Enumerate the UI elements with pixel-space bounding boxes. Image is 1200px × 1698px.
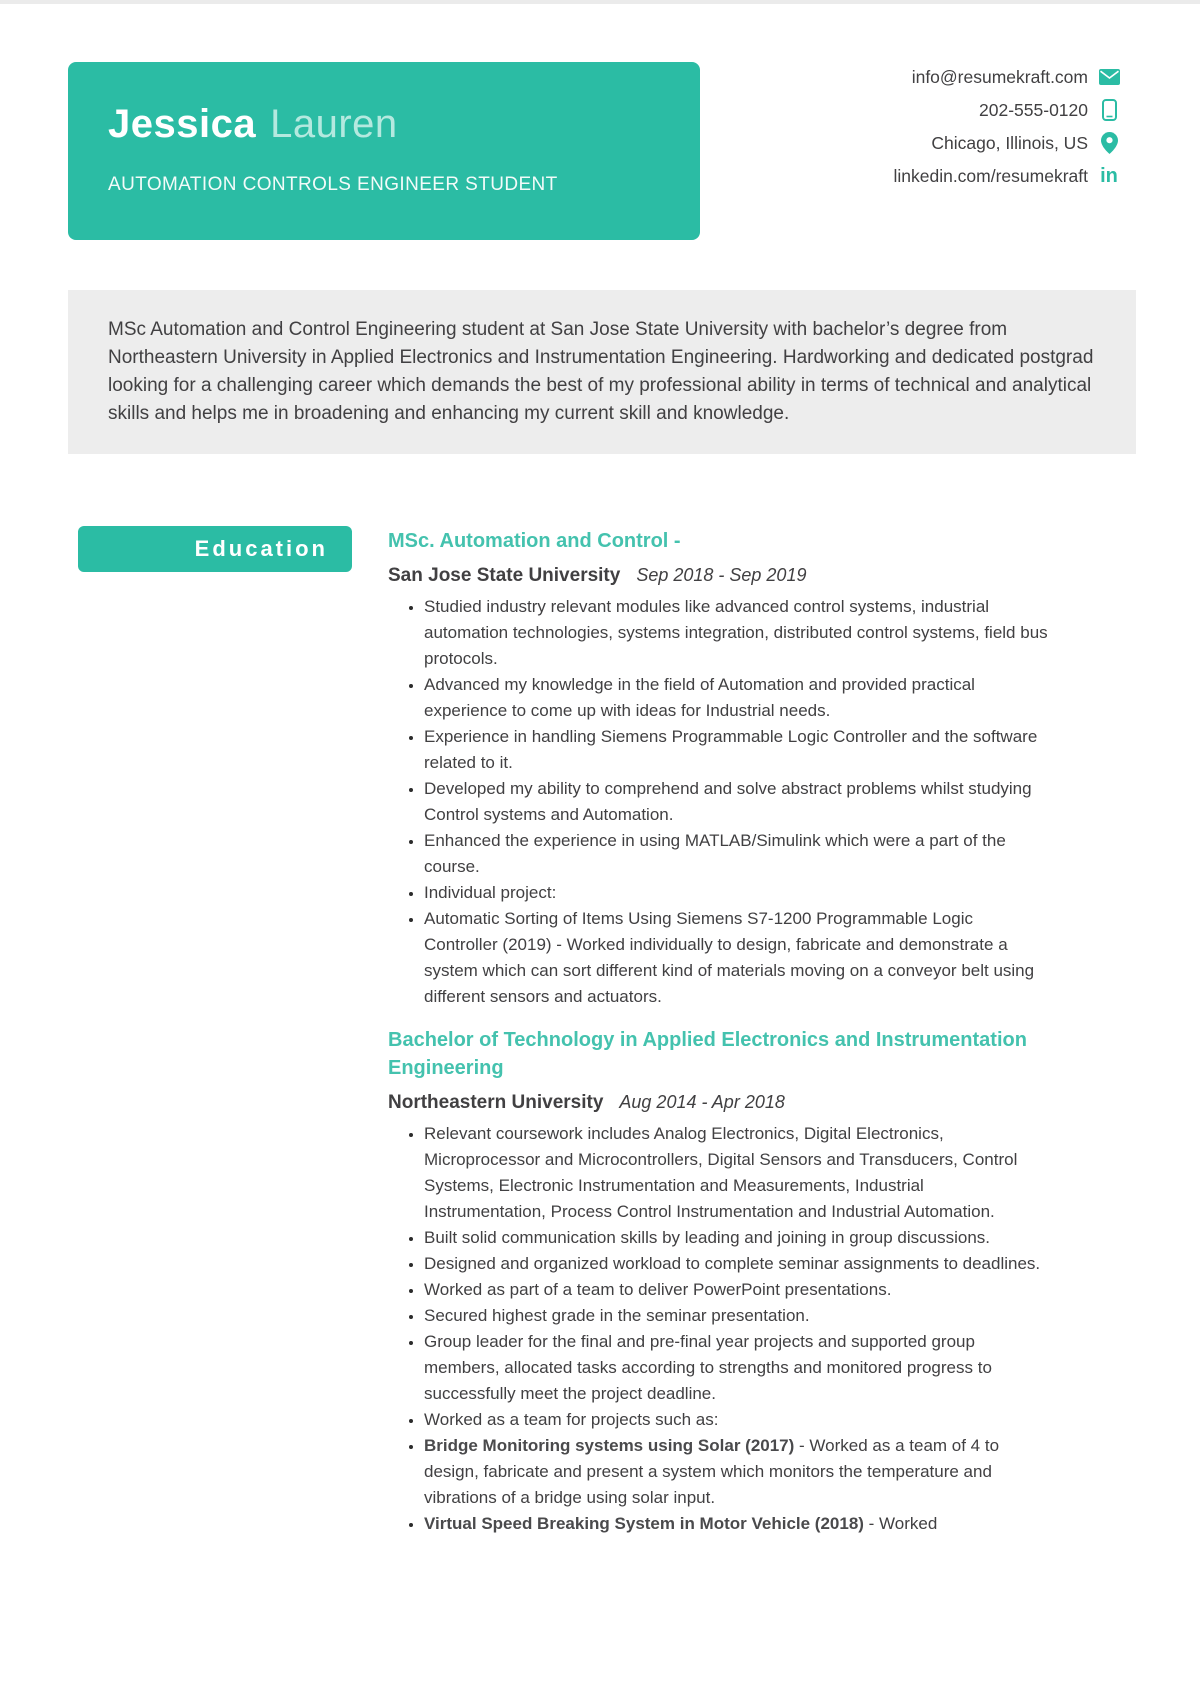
bullet-text: Designed and organized workload to complete seminar assignments to deadlines.	[424, 1254, 1041, 1273]
bullet-item	[424, 724, 1048, 776]
contact-phone-text: 202-555-0120	[979, 100, 1088, 120]
bullet-text: Relevant coursework includes Analog Electronics, Digital Electronics, Microprocessor and Microcontrollers, Digital Sensors and Transducers, Control Systems, Electronic Instrumentation and Measurements, Industrial Instrumentation, Process Control Instrumentation and Industrial Automation.	[424, 1124, 1018, 1221]
bullet-item	[424, 1277, 1048, 1303]
section-label-education: Education	[78, 526, 352, 572]
bullet-item	[424, 1511, 1048, 1537]
school-line	[388, 562, 1048, 590]
bullet-text: Developed my ability to comprehend and solve abstract problems whilst studying Control systems and Automation.	[424, 779, 1032, 824]
person-name	[108, 102, 398, 147]
degree-title: MSc. Automation and Control -	[388, 530, 681, 552]
school-name: Northeastern University	[388, 1092, 604, 1113]
bullet-item	[424, 1329, 1048, 1407]
degree-title: Bachelor of Technology in Applied Electronics and Instrumentation Engineering	[388, 1029, 1027, 1079]
location-icon	[1098, 132, 1120, 154]
contact-block	[893, 66, 1120, 187]
summary-box	[68, 290, 1136, 454]
school-line	[388, 1089, 1048, 1117]
bullet-item	[424, 1433, 1048, 1511]
bullet-item	[424, 880, 1048, 906]
bullet-item	[424, 828, 1048, 880]
bullet-text: Virtual Speed Breaking System in Motor Vehicle (2018)	[424, 1514, 864, 1533]
header-block	[68, 62, 700, 240]
bullet-text: Group leader for the final and pre-final year projects and supported group members, allocated tasks according to strengths and monitored progress to successfully meet the project deadline.	[424, 1332, 992, 1403]
bullet-text: - Worked	[863, 1514, 938, 1533]
contact-email-text: info@resumekraft.com	[911, 67, 1088, 87]
bullet-text: Worked as part of a team to deliver PowerPoint presentations.	[424, 1280, 892, 1299]
bullet-item	[424, 1303, 1048, 1329]
email-icon	[1098, 66, 1120, 88]
contact-location	[931, 132, 1120, 154]
school-name: San Jose State University	[388, 565, 621, 586]
phone-icon	[1098, 99, 1120, 121]
bullet-item	[424, 906, 1048, 1010]
bullet-text: Experience in handling Siemens Programmable Logic Controller and the software related to it.	[424, 727, 1038, 772]
education-section	[388, 527, 1048, 1537]
education-entry-msc	[388, 527, 1048, 1010]
job-title: AUTOMATION CONTROLS ENGINEER STUDENT	[108, 174, 558, 195]
bullet-text: - Worked as a team of 4 to design, fabricate and present a system which monitors the temperature and vibrations of a bridge using solar input.	[424, 1436, 1000, 1507]
bullet-item	[424, 1407, 1048, 1433]
education-entry-btech	[388, 1026, 1048, 1537]
contact-linkedin	[893, 165, 1120, 187]
contact-location-text: Chicago, Illinois, US	[931, 133, 1088, 153]
contact-phone	[979, 99, 1120, 121]
summary-text: MSc Automation and Control Engineering student at San Jose State University with bachelor’s degree from Northeastern University in Applied Electronics and Instrumentation Engineering. Hardworking and dedicated postgrad looking for a challenging career which demands the best of my professional ability in terms of technical and analytical skills and helps me in broadening and enhancing my current skill and knowledge.	[108, 319, 1094, 424]
bullet-item	[424, 594, 1048, 672]
bullet-list	[388, 594, 1048, 1010]
bullet-text: Individual project:	[424, 883, 557, 902]
last-name: Lauren	[270, 102, 398, 146]
bullet-text: Built solid communication skills by leading and joining in group discussions.	[424, 1228, 991, 1247]
contact-email	[912, 66, 1120, 88]
bullet-text: Studied industry relevant modules like advanced control systems, industrial automation technologies, systems integration, distributed control systems, field bus protocols.	[424, 597, 1048, 668]
bullet-item	[424, 776, 1048, 828]
first-name: Jessica	[108, 102, 257, 146]
page-top-edge	[0, 0, 1200, 4]
bullet-item	[424, 1225, 1048, 1251]
date-range: Aug 2014 - Apr 2018	[619, 1092, 785, 1112]
bullet-text: Bridge Monitoring systems using Solar (2017)	[424, 1436, 795, 1455]
bullet-item	[424, 672, 1048, 724]
bullet-text: Secured highest grade in the seminar presentation.	[424, 1306, 810, 1325]
bullet-list	[388, 1121, 1048, 1537]
bullet-text: Enhanced the experience in using MATLAB/Simulink which were a part of the course.	[424, 831, 1006, 876]
linkedin-icon: in	[1100, 165, 1118, 187]
bullet-text: Advanced my knowledge in the field of Automation and provided practical experience to come up with ideas for Industrial needs.	[424, 675, 975, 720]
bullet-item	[424, 1251, 1048, 1277]
bullet-item	[424, 1121, 1048, 1225]
contact-linkedin-text: linkedin.com/resumekraft	[893, 166, 1088, 186]
bullet-text: Worked as a team for projects such as:	[424, 1410, 719, 1429]
bullet-text: Automatic Sorting of Items Using Siemens S7-1200 Programmable Logic Controller (2019) - Worked individually to design, fabricate and demonstrate a system which can sort different kind of materials moving on a conveyor belt using different sensors and actuators.	[424, 909, 1035, 1006]
date-range: Sep 2018 - Sep 2019	[636, 565, 807, 585]
